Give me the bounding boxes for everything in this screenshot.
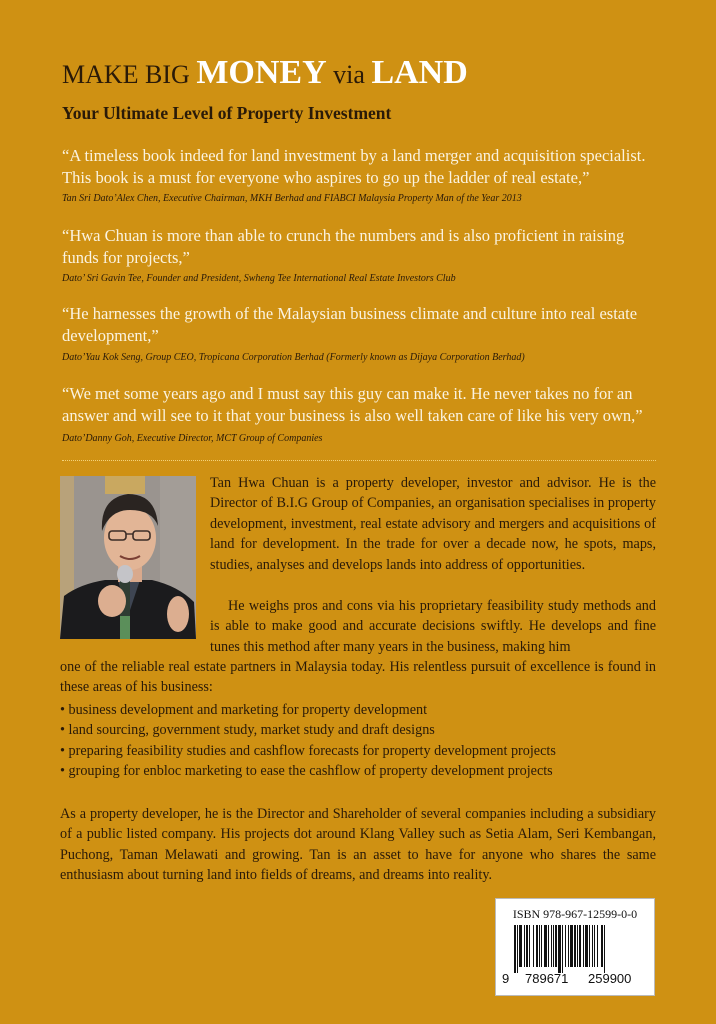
isbn-barcode-box (495, 898, 655, 996)
book-title (62, 56, 468, 92)
author-portrait-illustration (60, 476, 196, 639)
testimonial-quote: “He harnesses the growth of the Malaysian business climate and culture into real estate development,” (62, 304, 638, 345)
barcode-bar (519, 925, 522, 967)
barcode-bar (555, 925, 557, 967)
barcode-bar (526, 925, 528, 967)
title-part-make-big: MAKE BIG (62, 60, 197, 89)
barcode-bar (601, 925, 603, 967)
list-item: • business development and marketing for property development (60, 702, 428, 718)
barcode-bar (562, 925, 563, 973)
barcode-bar (541, 925, 542, 967)
bio-paragraph-3: As a property developer, he is the Director and Shareholder of several companies including a subsidiary of a public listed company. His projects dot around Klang Valley such as Setia Alam, Seri Kembangan, Puchong, Taman Melawati and growing. Tan is an asset to have for anyone who shares the same enthusiasm about turning land into fields of dreams, and dreams into reality. (60, 806, 656, 884)
barcode-bar (514, 925, 516, 973)
barcode-icon (506, 925, 644, 975)
barcode-bar (568, 925, 569, 967)
testimonial-attribution: Tan Sri Dato’Alex Chen, Executive Chairman, MKH Berhad and FIABCI Malaysia Property Man of the Year 2013 (62, 193, 522, 204)
barcode-bar (536, 925, 538, 967)
barcode-bar (585, 925, 588, 967)
isbn-label: ISBN 978-967-12599-0-0 (512, 907, 638, 921)
dotted-divider (62, 460, 656, 461)
barcode-bar (583, 925, 584, 967)
bio-paragraph-2-continued: one of the reliable real estate partners in Malaysia today. His relentless pursuit of excellence is found in these areas of his business: (60, 659, 656, 696)
barcode-bar (577, 925, 578, 967)
bio-paragraph-1: Tan Hwa Chuan is a property developer, investor and advisor. He is the Director of B.I.G Group of Companies, an organisation specialises in property development, investment, real estate advisory and mergers and acquisitions of land for development. In the trade for over a decade now, he spots, maps, studies, analyses and develops lands into address of opportunities. (210, 475, 656, 573)
list-item: • land sourcing, government study, market study and draft designs (60, 722, 435, 739)
barcode-bar (558, 925, 561, 973)
testimonial-attribution: Dato’ Sri Gavin Tee, Founder and President, Swheng Tee International Real Estate Investors Club (62, 273, 456, 284)
barcode-bar (597, 925, 598, 967)
barcode-bar (551, 925, 552, 967)
barcode-bar (574, 925, 576, 967)
barcode-digits-group-2: 259900 (588, 971, 632, 986)
barcode-bar (529, 925, 530, 967)
title-part-via: via (326, 60, 372, 89)
barcode-digits-group-1: 789671 (525, 971, 569, 986)
barcode-bar (579, 925, 581, 967)
barcode-bar (544, 925, 547, 967)
barcode-bar (570, 925, 573, 967)
barcode-bar (524, 925, 525, 967)
testimonial-quote: “Hwa Chuan is more than able to crunch the numbers and is also proficient in raising funds for projects,” (62, 226, 625, 267)
title-part-land: LAND (371, 54, 468, 91)
author-photo (60, 476, 196, 639)
barcode-bar (565, 925, 566, 967)
barcode-bar (548, 925, 549, 967)
barcode-bar (553, 925, 554, 967)
book-subtitle: Your Ultimate Level of Property Investment (62, 103, 392, 123)
testimonial-attribution: Dato’Danny Goh, Executive Director, MCT Group of Companies (62, 433, 323, 444)
testimonial-quote: “A timeless book indeed for land investment by a land merger and acquisition specialist. This book is a must for everyone who aspires to go up the ladder of real estate,” (62, 146, 646, 187)
barcode-bar (604, 925, 605, 973)
bio-paragraph-2: He weighs pros and cons via his proprietary feasibility study methods and is able to make good and accurate decisions swiftly. He develops and fine tunes this method after many years in the business, making him (210, 598, 656, 655)
testimonial-quote: “We met some years ago and I must say this guy can make it. He never takes no for an answer and will see to it that your business is also well taken care of like his very own,” (62, 384, 643, 425)
barcode-bar (539, 925, 540, 967)
list-item: • grouping for enbloc marketing to ease the cashflow of property development projects (60, 763, 553, 780)
list-item: • preparing feasibility studies and cashflow forecasts for property development projects (60, 742, 556, 759)
title-part-money: MONEY (196, 54, 327, 91)
barcode-bar (594, 925, 595, 967)
business-areas-list (60, 700, 660, 782)
testimonial-attribution: Dato’Yau Kok Seng, Group CEO, Tropicana Corporation Berhad (Formerly known as Dijaya Corporation Berhad) (62, 352, 525, 363)
barcode-bar (517, 925, 518, 973)
barcode-digit-first: 9 (502, 971, 510, 986)
barcode-bar (533, 925, 534, 967)
barcode-bar (589, 925, 590, 967)
barcode-bar (592, 925, 593, 967)
